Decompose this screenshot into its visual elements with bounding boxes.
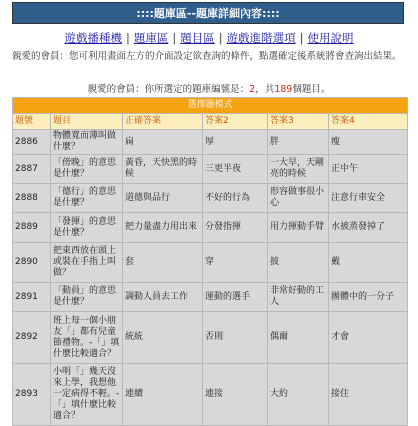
table-caption: 選擇題模式 xyxy=(13,98,408,114)
cell-answer-4: 戴 xyxy=(329,243,408,283)
cell-correct: 調動人員去工作 xyxy=(123,283,203,312)
cell-answer-4: 水被蒸發掉了 xyxy=(329,213,408,243)
cell-question: 「德行」的意思是什麼？ xyxy=(51,184,123,213)
cell-answer-3: 披 xyxy=(268,243,329,283)
cell-correct: 把力量盡力用出來 xyxy=(123,213,203,243)
cell-id: 2893 xyxy=(13,364,51,426)
cell-answer-2: 分發指揮 xyxy=(203,213,268,243)
cell-answer-2: 不好的行為 xyxy=(203,184,268,213)
header-question: 題目 xyxy=(51,114,123,130)
nav-separator: | xyxy=(172,31,177,45)
nav-separator: | xyxy=(299,31,304,45)
bank-id: 2 xyxy=(249,84,256,95)
info-message: 親愛的會員：您可利用畫面左方的介面設定欲查詢的條件，點選確定後系統將會查詢出結果。 xyxy=(12,51,402,62)
nav-advanced-options[interactable]: 遊戲進階選項 xyxy=(226,31,296,45)
cell-answer-3: 偶爾 xyxy=(268,312,329,364)
cell-id: 2889 xyxy=(13,213,51,243)
header-answer-3: 答案3 xyxy=(268,114,329,130)
cell-question: 物體寬而薄叫做什麼？ xyxy=(51,130,123,155)
nav-separator: | xyxy=(218,31,223,45)
cell-question: 班上每一個小朋友「」都有兒童節禮物。-「」填什麼比較適合？ xyxy=(51,312,123,364)
cell-question: 「傍晚」的意思是什麼？ xyxy=(51,155,123,184)
cell-answer-2: 運動的選手 xyxy=(203,283,268,312)
table-row xyxy=(13,130,408,155)
cell-answer-3: 大約 xyxy=(268,364,329,426)
cell-answer-4: 團體中的一分子 xyxy=(329,283,408,312)
table-row xyxy=(13,155,408,184)
cell-answer-2: 否則 xyxy=(203,312,268,364)
cell-answer-2: 穿 xyxy=(203,243,268,283)
cell-id: 2888 xyxy=(13,184,51,213)
cell-correct: 連續 xyxy=(123,364,203,426)
cell-answer-3: 非常好動的工人 xyxy=(268,283,329,312)
header-correct-answer: 正確答案 xyxy=(123,114,203,130)
cell-question: 小明「」幾天沒來上學，我想他一定病得不輕。-「」填什麼比較適合？ xyxy=(51,364,123,426)
page-title: ::::題庫區--題庫詳細內容:::: xyxy=(136,7,280,20)
cell-answer-2: 厚 xyxy=(203,130,268,155)
nav-game-seeder[interactable]: 遊戲播種機 xyxy=(64,31,122,45)
page-title-bar xyxy=(12,2,404,24)
nav-separator: | xyxy=(126,31,130,45)
cell-answer-4: 接住 xyxy=(329,364,408,426)
table-row xyxy=(13,243,408,283)
table-row xyxy=(13,283,408,312)
cell-answer-3: 形容做事很小心 xyxy=(268,184,329,213)
cell-id: 2887 xyxy=(13,155,51,184)
cell-id: 2891 xyxy=(13,283,51,312)
cell-correct: 套 xyxy=(123,243,203,283)
table-row xyxy=(13,312,408,364)
cell-question: 「動員」的意思是什麼？ xyxy=(51,283,123,312)
cell-question: 「發揮」的意思是什麼？ xyxy=(51,213,123,243)
cell-id: 2886 xyxy=(13,130,51,155)
question-total: 189 xyxy=(274,84,293,95)
question-table xyxy=(12,97,408,426)
header-id: 題號 xyxy=(13,114,51,130)
cell-id: 2890 xyxy=(13,243,51,283)
nav-bar xyxy=(0,30,418,46)
nav-question-bank[interactable]: 題庫區 xyxy=(133,31,169,45)
table-row xyxy=(13,364,408,426)
cell-answer-4: 正中午 xyxy=(329,155,408,184)
cell-correct: 統統 xyxy=(123,312,203,364)
cell-answer-3: 一大早，天剛亮的時候 xyxy=(268,155,329,184)
nav-help[interactable]: 使用說明 xyxy=(307,31,354,45)
table-row xyxy=(13,184,408,213)
cell-correct: 扁 xyxy=(123,130,203,155)
cell-answer-4: 才會 xyxy=(329,312,408,364)
cell-correct: 道德與品行 xyxy=(123,184,203,213)
question-count xyxy=(0,81,418,95)
table-row xyxy=(13,213,408,243)
cell-answer-4: 注意行車安全 xyxy=(329,184,408,213)
count-prefix: 親愛的會員：你所選定的題庫編號是： xyxy=(87,84,250,95)
cell-answer-2: 三更半夜 xyxy=(203,155,268,184)
cell-answer-4: 瘦 xyxy=(329,130,408,155)
count-sep: ，共 xyxy=(255,84,275,95)
cell-correct: 黃昏，天快黑的時候 xyxy=(123,155,203,184)
table-header-row xyxy=(13,114,408,130)
count-suffix: 個題目。 xyxy=(292,84,331,95)
header-answer-2: 答案2 xyxy=(203,114,268,130)
cell-id: 2892 xyxy=(13,312,51,364)
table-caption-row xyxy=(13,98,408,114)
cell-answer-3: 用力揮動手臂 xyxy=(268,213,329,243)
nav-questions[interactable]: 題目區 xyxy=(180,31,215,45)
header-answer-4: 答案4 xyxy=(329,114,408,130)
cell-question: 把東西放在頭上或裝在手指上叫做？ xyxy=(51,243,123,283)
cell-answer-2: 連接 xyxy=(203,364,268,426)
cell-answer-3: 胖 xyxy=(268,130,329,155)
